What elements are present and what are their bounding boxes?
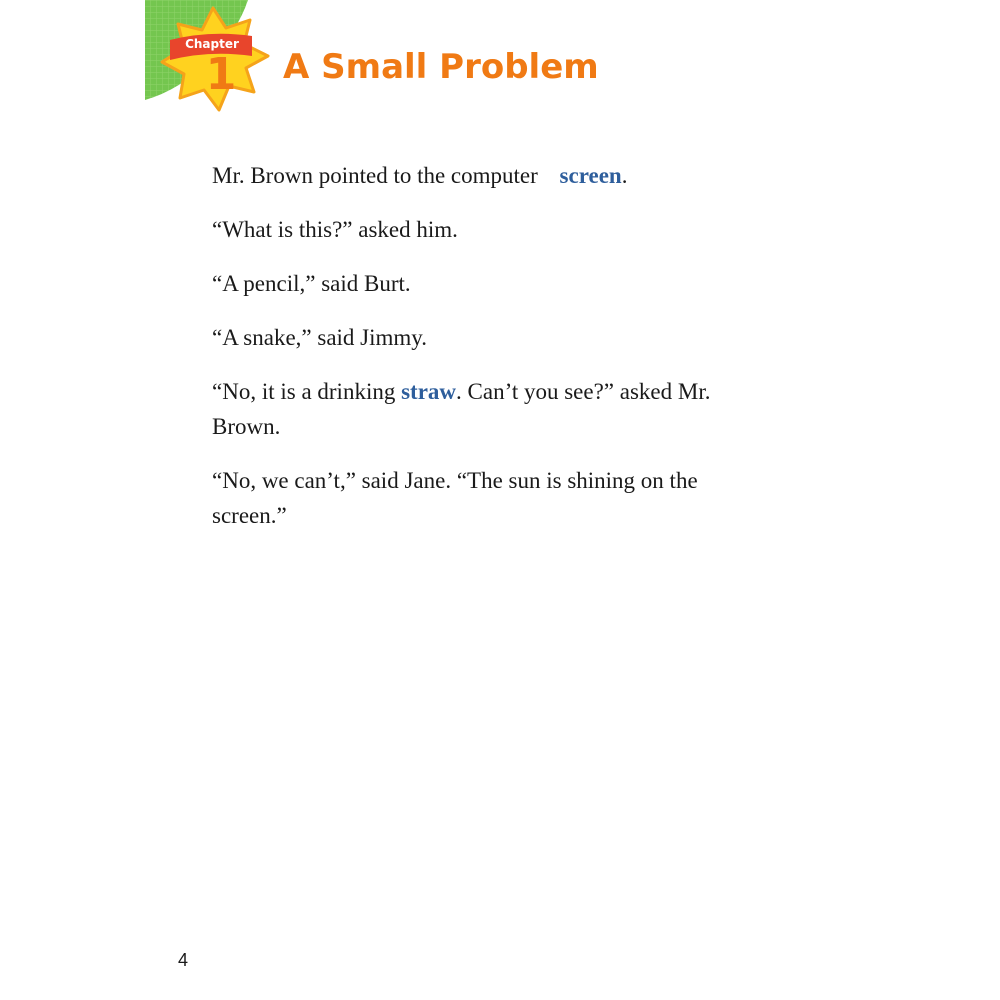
vocab-word-screen: screen — [559, 163, 622, 188]
paragraph-5-end: . Can’t you see?” asked Mr. Brown. — [212, 379, 711, 439]
vocab-word-straw: straw — [401, 379, 457, 404]
paragraph-6: “No, we can’t,” said Jane. “The sun is shining on the screen.” — [212, 468, 698, 528]
paragraph-5-text: “No, it is a drinking — [212, 379, 402, 404]
paragraph-1-text: Mr. Brown pointed to the computer — [212, 163, 538, 188]
chapter-header-art — [0, 0, 300, 140]
chapter-number: 1 — [205, 49, 237, 100]
paragraph-4: “A snake,” said Jimmy. — [212, 325, 428, 350]
chapter-title: A Small Problem — [283, 47, 599, 87]
paragraph-3: “A pencil,” said Burt. — [212, 271, 411, 296]
paragraph-1 — [212, 158, 772, 193]
story-text — [212, 158, 772, 552]
paragraph-2: “What is this?” asked him. — [212, 217, 458, 242]
chapter-label: Chapter — [185, 37, 239, 51]
paragraph-5 — [212, 374, 772, 444]
paragraph-1-end: . — [621, 163, 628, 188]
page-number: 4 — [178, 950, 189, 970]
